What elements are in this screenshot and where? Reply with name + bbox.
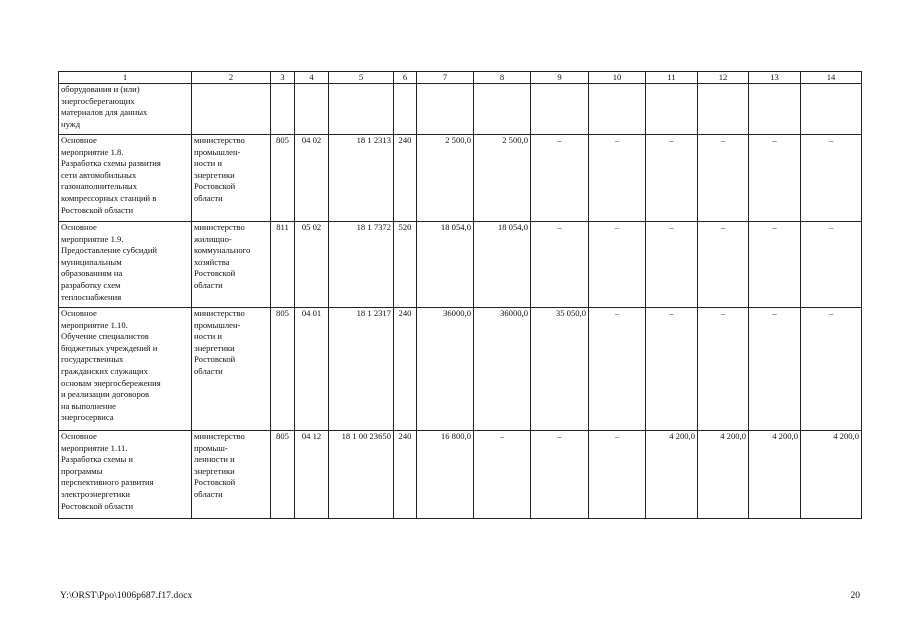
cell-year-value: 36000,0	[474, 308, 531, 431]
cell-year-value	[531, 84, 589, 135]
cell-year-value: 4 200,0	[801, 431, 862, 519]
cell-year-value	[801, 84, 862, 135]
table-row	[59, 222, 862, 308]
cell-total: 2 500,0	[417, 135, 474, 222]
cell-year-value	[589, 84, 646, 135]
cell-expense-type: 240	[394, 135, 417, 222]
cell-grbs: 805	[271, 135, 295, 222]
col-header-4: 4	[295, 72, 329, 84]
cell-total: 18 054,0	[417, 222, 474, 308]
col-header-10: 10	[589, 72, 646, 84]
cell-year-value: 4 200,0	[749, 431, 801, 519]
cell-year-value: –	[589, 135, 646, 222]
col-header-8: 8	[474, 72, 531, 84]
cell-grbs: 805	[271, 431, 295, 519]
cell-activity: оборудования и (или) энергосберегающих материалов для данных нужд	[59, 84, 192, 135]
cell-year-value: 4 200,0	[698, 431, 749, 519]
cell-year-value: –	[698, 135, 749, 222]
header-row	[59, 72, 862, 84]
cell-year-value: –	[646, 308, 698, 431]
cell-year-value: –	[801, 135, 862, 222]
cell-year-value: –	[801, 308, 862, 431]
cell-executor: министерство жилищно- коммунального хозяйства Ростовской области	[192, 222, 271, 308]
cell-section: 05 02	[295, 222, 329, 308]
cell-activity: Основное мероприятие 1.11. Разработка схемы и программы перспективного развития электроэнергетики Ростовской области	[59, 431, 192, 519]
cell-grbs: 811	[271, 222, 295, 308]
col-header-13: 13	[749, 72, 801, 84]
col-header-11: 11	[646, 72, 698, 84]
cell-grbs	[271, 84, 295, 135]
cell-year-value	[474, 84, 531, 135]
cell-total	[417, 84, 474, 135]
cell-target-article: 18 1 2317	[329, 308, 394, 431]
cell-year-value: –	[531, 135, 589, 222]
col-header-5: 5	[329, 72, 394, 84]
cell-year-value: –	[749, 222, 801, 308]
col-header-12: 12	[698, 72, 749, 84]
cell-year-value: –	[589, 431, 646, 519]
cell-year-value: –	[698, 308, 749, 431]
cell-year-value: –	[646, 222, 698, 308]
cell-target-article: 18 1 00 23650	[329, 431, 394, 519]
table-row	[59, 308, 862, 431]
col-header-2: 2	[192, 72, 271, 84]
cell-expense-type: 520	[394, 222, 417, 308]
cell-year-value	[646, 84, 698, 135]
cell-year-value: –	[589, 308, 646, 431]
cell-year-value: –	[749, 308, 801, 431]
cell-year-value: –	[589, 222, 646, 308]
cell-expense-type: 240	[394, 308, 417, 431]
cell-activity: Основное мероприятие 1.8. Разработка схемы развития сети автомобильных газонаполнительных компрессорных станций в Ростовской области	[59, 135, 192, 222]
cell-activity: Основное мероприятие 1.10. Обучение специалистов бюджетных учреждений и государственных гражданских служащих основам энергосбережения и реализации договоров на выполнение энергосервиса	[59, 308, 192, 431]
cell-grbs: 805	[271, 308, 295, 431]
cell-section	[295, 84, 329, 135]
cell-year-value	[698, 84, 749, 135]
cell-year-value: –	[531, 431, 589, 519]
cell-year-value: –	[531, 222, 589, 308]
col-header-6: 6	[394, 72, 417, 84]
cell-year-value: –	[698, 222, 749, 308]
cell-year-value: 35 050,0	[531, 308, 589, 431]
cell-section: 04 02	[295, 135, 329, 222]
cell-expense-type: 240	[394, 431, 417, 519]
cell-executor: министерство промышлен- ности и энергетики Ростовской области	[192, 135, 271, 222]
table-row	[59, 431, 862, 519]
cell-year-value: 4 200,0	[646, 431, 698, 519]
cell-section: 04 12	[295, 431, 329, 519]
table-row	[59, 84, 862, 135]
cell-expense-type	[394, 84, 417, 135]
col-header-3: 3	[271, 72, 295, 84]
cell-year-value	[749, 84, 801, 135]
cell-executor: министерство промыш- ленности и энергетики Ростовской области	[192, 431, 271, 519]
cell-year-value: 18 054,0	[474, 222, 531, 308]
cell-target-article: 18 1 7372	[329, 222, 394, 308]
cell-year-value: –	[646, 135, 698, 222]
cell-year-value: –	[474, 431, 531, 519]
col-header-9: 9	[531, 72, 589, 84]
cell-total: 16 800,0	[417, 431, 474, 519]
cell-section: 04 01	[295, 308, 329, 431]
cell-total: 36000,0	[417, 308, 474, 431]
cell-year-value: –	[749, 135, 801, 222]
cell-activity: Основное мероприятие 1.9. Предоставление субсидий муниципальным образованиям на разработку схем теплоснабжения	[59, 222, 192, 308]
col-header-14: 14	[801, 72, 862, 84]
col-header-1: 1	[59, 72, 192, 84]
cell-target-article	[329, 84, 394, 135]
cell-executor: министерство промышлен- ности и энергетики Ростовской области	[192, 308, 271, 431]
cell-target-article: 18 1 2313	[329, 135, 394, 222]
footer-file-path: Y:\ORST\Ppo\1006p687.f17.docx	[60, 591, 193, 601]
page-number: 20	[850, 591, 860, 601]
program-table	[58, 71, 862, 519]
cell-year-value: 2 500,0	[474, 135, 531, 222]
table-row	[59, 135, 862, 222]
cell-year-value: –	[801, 222, 862, 308]
col-header-7: 7	[417, 72, 474, 84]
cell-executor	[192, 84, 271, 135]
